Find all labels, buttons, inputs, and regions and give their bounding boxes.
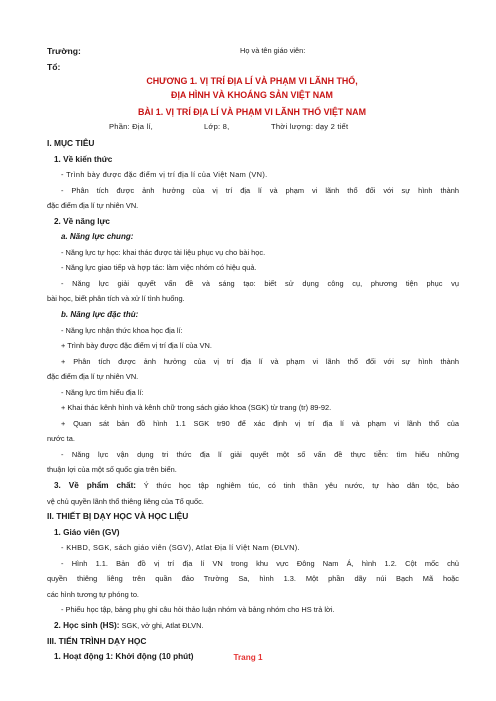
paragraph-line: nước ta.: [47, 434, 75, 444]
paragraph-text: SGK, vở ghi, Atlat ĐLVN.: [119, 620, 204, 630]
paragraph-line: + Phân tích được ảnh hưởng của vị trí địa lí và phạm vi lãnh thổ đối với sự hình thành: [61, 356, 459, 366]
paragraph-line: đặc điểm địa lí tự nhiên VN.: [47, 372, 139, 382]
paragraph-line: bài học, biết phân tích và xử lí tình huống.: [47, 294, 185, 304]
meta-duration: Thời lượng: dạy 2 tiết: [271, 122, 349, 131]
chapter-title-line1: CHƯƠNG 1. VỊ TRÍ ĐỊA LÍ VÀ PHẠM VI LÃNH THỔ,: [146, 76, 358, 86]
paragraph-line: - Năng lực vận dụng tri thức địa lí giải quyết một số vấn đề thực tiễn: tìm hiểu những: [61, 449, 459, 459]
paragraph-line: đặc điểm địa lí tự nhiên VN.: [47, 201, 139, 211]
school-label: Trường:: [47, 46, 81, 56]
sub-subsection-heading: a. Năng lực chung:: [61, 232, 134, 242]
subsection-heading: 2. Học sinh (HS):: [54, 620, 120, 630]
meta-grade: Lớp: 8,: [204, 122, 230, 131]
paragraph-line: - Trình bày được đặc điểm vị trí địa lí của Việt Nam (VN).: [61, 170, 268, 180]
paragraph-line: - Năng lực giải quyết vấn đề và sáng tạo: biết sử dụng công cụ, phương tiện phục vụ: [61, 278, 459, 288]
document-body: [47, 136, 459, 665]
paragraph-text: Ý thức học tập nghiêm túc, có tinh thần yêu nước, tự hào dân tộc, bảo: [136, 481, 459, 491]
section-heading: III. TIẾN TRÌNH DẠY HỌC: [47, 635, 147, 646]
paragraph-line: vệ chủ quyền lãnh thổ thiêng liêng của Tổ quốc.: [47, 496, 204, 506]
sub-subsection-heading: b. Năng lực đặc thù:: [61, 310, 139, 320]
paragraph-line: - Năng lực nhận thức khoa học địa lí:: [61, 325, 183, 335]
subsection-heading: 3. Về phẩm chất:: [54, 481, 137, 491]
group-label: Tổ:: [47, 62, 61, 72]
paragraph-line: - Năng lực tìm hiểu địa lí:: [61, 387, 144, 397]
section-heading: II. THIẾT BỊ DẠY HỌC VÀ HỌC LIỆU: [47, 511, 189, 522]
paragraph-line: - KHBD, SGK, sách giáo viên (SGV), Atlat Địa lí Việt Nam (ĐLVN).: [61, 543, 300, 553]
paragraph-line: + Quan sát bản đồ hình 1.1 SGK tr90 để xác định vị trí địa lí và phạm vi lãnh thổ của: [61, 418, 459, 428]
section-heading: I. MỤC TIÊU: [47, 138, 95, 148]
subsection-heading: 2. Về năng lực: [54, 216, 110, 226]
paragraph-line: thuận lợi của một số quốc gia trên biển.: [47, 465, 177, 475]
paragraph-line: + Trình bày được đặc điểm vị trí địa lí của VN.: [61, 341, 212, 351]
paragraph-line: - Hình 1.1. Bản đồ vị trí địa lí VN trong khu vực Đông Nam Á, hình 1.2. Cột mốc chủ: [61, 558, 459, 568]
subsection-heading: 1. Về kiến thức: [54, 154, 113, 164]
paragraph-line: các hình tương tự phóng to.: [47, 589, 139, 599]
subsection-heading: 1. Hoạt động 1: Khởi động (10 phút): [54, 652, 194, 662]
chapter-title-line2: ĐỊA HÌNH VÀ KHOÁNG SẢN VIỆT NAM: [171, 90, 333, 100]
paragraph-line: - Năng lực giao tiếp và hợp tác: làm việc nhóm có hiệu quả.: [61, 263, 257, 273]
paragraph-line: - Năng lực tự học: khai thác được tài liệu phục vụ cho bài học.: [61, 247, 266, 257]
paragraph-line: - Phân tích được ảnh hưởng của vị trí địa lí và phạm vi lãnh thổ đối với sự hình thành: [61, 185, 459, 195]
paragraph-line: [47, 618, 459, 634]
subsection-heading: 1. Giáo viên (GV): [54, 527, 120, 537]
teacher-name-label: Họ và tên giáo viên:: [240, 46, 306, 55]
paragraph-line: - Phiếu học tập, bảng phụ ghi câu hỏi thảo luận nhóm và bảng nhóm cho HS trả lời.: [61, 605, 335, 615]
lesson-title: BÀI 1. VỊ TRÍ ĐỊA LÍ VÀ PHẠM VI LÃNH THỔ VIỆT NAM: [138, 107, 366, 117]
meta-subject: Phần: Địa lí,: [109, 122, 153, 131]
paragraph-line: quyền thiêng liêng trên quần đảo Trường Sa, hình 1.3. Một phần dãy núi Bạch Mã hoặc: [47, 574, 459, 584]
paragraph-line: [47, 478, 459, 494]
paragraph-line: + Khai thác kênh hình và kênh chữ trong sách giáo khoa (SGK) từ trang (tr) 89-92.: [61, 403, 332, 413]
page-number: Trang 1: [233, 653, 263, 662]
